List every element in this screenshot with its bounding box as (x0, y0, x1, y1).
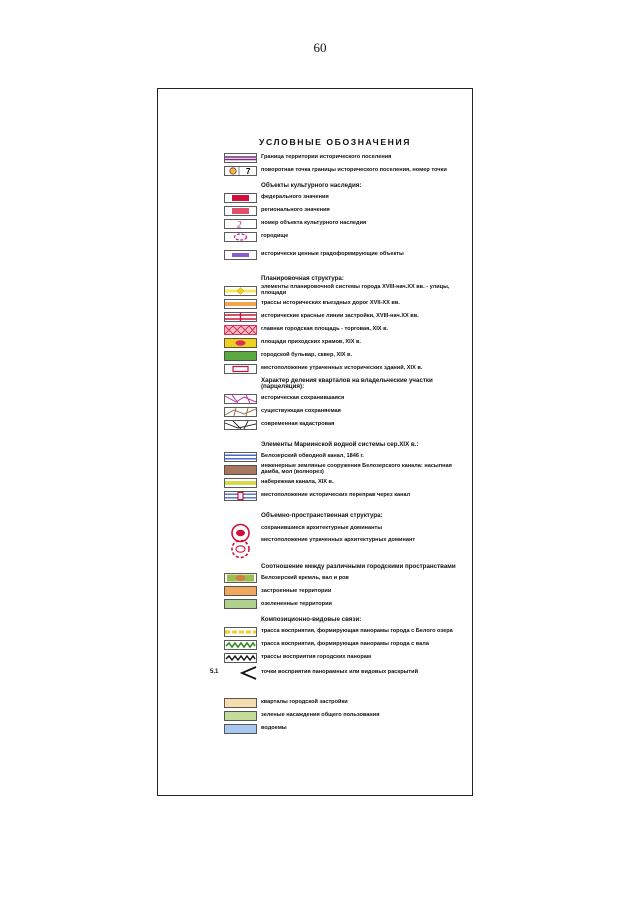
legend-frame (157, 88, 473, 796)
legend-label: местоположение исторических переправ через канал (261, 492, 411, 499)
regional-symbol (224, 206, 257, 216)
legend-row-parcel-existing (224, 406, 464, 417)
boulevard-symbol (224, 351, 257, 361)
legend-row-parcel-cadastral (224, 419, 464, 430)
federal-symbol (224, 193, 257, 203)
section-heading-planning: Планировочная структура: (261, 275, 344, 283)
built-area-symbol (224, 586, 257, 596)
legend-label: исторические красные линии застройки, XVIII-нач.XX вв. (261, 313, 419, 320)
legend-label: инженерные земляные сооружения Белозерского канала: насыпная дамба, мол (волнорез) (261, 463, 452, 475)
border-point-number: 7 (246, 166, 251, 176)
border-line-symbol (224, 153, 257, 163)
legend-label: кварталы городской застройки (261, 698, 348, 705)
legend-label: историческая сохранившаяся (261, 394, 345, 401)
parcel-existing-symbol (224, 407, 257, 417)
legend-label: городской бульвар, сквер, XIX в. (261, 352, 353, 359)
main-square-symbol (224, 325, 257, 335)
legend-row-lake-view (224, 626, 464, 637)
legend-row-heritage-number (224, 218, 464, 229)
public-green-symbol (224, 711, 257, 721)
section-heading-water-system: Элементы Мариинской водной системы сер.XIX в.: (261, 441, 419, 448)
legend-label: Белозерский обводной канал, 1846 г. (261, 452, 364, 459)
legend-row-dominants (224, 523, 464, 559)
legend-label: водоемы (261, 724, 287, 731)
legend-label: элементы планировочной системы города XVIII-нач.XX вв. - улицы, площади (261, 284, 450, 296)
green-area-symbol (224, 599, 257, 609)
legend-row-hillfort (224, 231, 464, 242)
legend-row-border-point (224, 165, 464, 176)
legend-row-main-square (224, 325, 464, 336)
legend-label: трассы исторических въездных дорог XVII-XX вв. (261, 300, 400, 307)
legend-label: трассы восприятия городских панорам (261, 653, 372, 660)
legend-row-view-points (210, 665, 464, 681)
legend-row-boulevard (224, 351, 464, 362)
legend-label: номер объекта культурного наследия (261, 219, 367, 226)
legend-label: федерального значения (261, 193, 329, 200)
legend-label: набережная канала, XIX в. (261, 479, 334, 486)
legend-label: исторически ценные градоформирующие объекты (261, 250, 404, 257)
valuable-object-symbol (224, 250, 257, 260)
hillfort-symbol (224, 232, 257, 242)
legend-row-public-green (224, 710, 464, 721)
parish-square-symbol (224, 338, 257, 348)
legend (210, 137, 464, 736)
water-symbol (224, 724, 257, 734)
lost-building-symbol (224, 364, 257, 374)
parcel-historic-symbol (224, 394, 257, 404)
legend-title: УСЛОВНЫЕ ОБОЗНАЧЕНИЯ (259, 137, 412, 147)
legend-label: местоположение утраченных архитектурных доминант (261, 536, 416, 543)
red-lines-symbol (224, 312, 257, 322)
legend-label: трасса восприятия, формирующая панорамы города с Белого озера (261, 627, 453, 634)
legend-row-crossings (224, 490, 464, 501)
legend-label: озелененные территории (261, 600, 332, 607)
section-heading-spaces: Соотношение между различными городскими пространствами (261, 562, 456, 570)
crossing-symbol (224, 491, 257, 501)
legend-row-border (224, 152, 464, 163)
legend-label: поворотная точка границы исторического поселения, номер точки (261, 166, 447, 173)
section-heading-views: Композиционно-видовые связи: (261, 615, 362, 623)
legend-row-water (224, 723, 464, 734)
legend-row-dam (224, 464, 464, 475)
legend-label: Граница территории исторического поселения (261, 153, 392, 160)
rampart-view-symbol (224, 640, 257, 650)
legend-row-built (224, 586, 464, 597)
heritage-number-digit: 2 (237, 219, 242, 229)
legend-label: сохранившиеся архитектурные доминанты (261, 525, 383, 532)
entry-roads-symbol (224, 299, 257, 309)
legend-row-streets (224, 285, 464, 296)
legend-label: главная городская площадь - торговая, XIX в. (261, 326, 389, 333)
legend-row-rampart-view (224, 639, 464, 650)
lake-view-symbol (224, 627, 257, 637)
section-heading-volume: Объемно-пространственная структура: (261, 512, 383, 520)
legend-row-parcel-historic (224, 393, 464, 404)
legend-label: застроенные территории (261, 587, 332, 594)
legend-row-canal (224, 451, 464, 462)
embankment-symbol (224, 478, 257, 488)
dam-symbol (224, 465, 257, 475)
section-heading-heritage: Объекты культурного наследия: (261, 182, 362, 189)
legend-label: современная кадастровая (261, 420, 335, 427)
legend-label: трасса восприятия, формирующая панорамы города с вала (261, 640, 429, 647)
legend-row-red-lines (224, 312, 464, 323)
canal-symbol (224, 452, 257, 462)
legend-row-federal (224, 192, 464, 203)
legend-label: Белозерский кремль, вал и ров (261, 574, 349, 581)
legend-row-entry-roads (224, 299, 464, 310)
view-point-symbol (210, 665, 257, 681)
legend-row-lost-buildings (224, 364, 464, 375)
legend-label: местоположение утраченных исторических зданий, XIX в. (261, 365, 423, 372)
legend-label: регионального значения (261, 206, 330, 213)
legend-label: точки восприятия панорамных или видовых раскрытий (261, 669, 419, 676)
legend-row-valuable (224, 249, 464, 260)
view-point-number: 5.1 (210, 669, 219, 675)
legend-label: зеленые насаждения общего пользования (261, 711, 380, 718)
streets-symbol (224, 286, 257, 296)
legend-row-parish-squares (224, 338, 464, 349)
dominants-symbol (224, 523, 257, 559)
parcel-subheading: Характер деления кварталов на владельческие участки (парцеляция): (261, 376, 433, 390)
legend-row-regional (224, 205, 464, 216)
page-number: 60 (313, 40, 327, 55)
kremlin-symbol (224, 573, 257, 583)
quarters-symbol (224, 698, 257, 708)
parcel-cadastral-symbol (224, 420, 257, 430)
heritage-number-symbol (224, 219, 257, 229)
border-point-symbol (224, 166, 257, 176)
legend-row-kremlin (224, 573, 464, 584)
legend-label: существующая сохраняемая (261, 407, 341, 414)
legend-row-panorama-routes (224, 652, 464, 663)
legend-row-embankment (224, 477, 464, 488)
legend-row-quarters (224, 697, 464, 708)
legend-row-green-area (224, 599, 464, 610)
legend-label: площади приходских храмов, XIX в. (261, 339, 361, 346)
panorama-route-symbol (224, 653, 257, 663)
legend-label: городище (261, 232, 289, 239)
